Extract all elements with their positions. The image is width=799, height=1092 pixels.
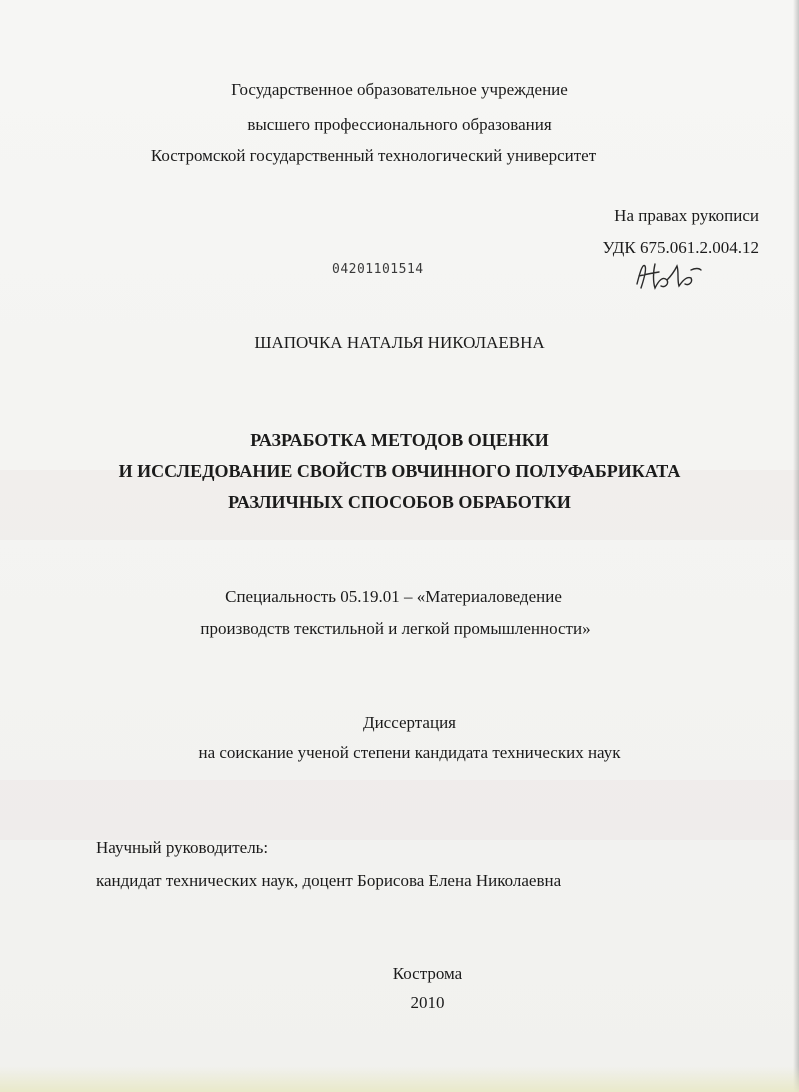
title-line-1: РАЗРАБОТКА МЕТОДОВ ОЦЕНКИ	[250, 430, 549, 450]
dissertation-label: Диссертация	[362, 713, 456, 732]
handwritten-signature	[633, 258, 703, 292]
scan-artifact-band	[0, 780, 799, 840]
supervisor-name: кандидат технических наук, доцент Борисова Елена Николаевна	[96, 871, 562, 890]
author-name: ШАПОЧКА НАТАЛЬЯ НИКОЛАЕВНА	[254, 333, 545, 352]
institution-line-2: высшего профессионального образования	[247, 115, 552, 134]
library-stamp-number: 04201101514	[332, 262, 424, 277]
specialty-line-2: производств текстильной и легкой промышленности»	[200, 619, 591, 638]
institution-line-3: Костромской государственный технологический университет	[150, 146, 597, 165]
title-line-3: РАЗЛИЧНЫХ СПОСОБОВ ОБРАБОТКИ	[228, 492, 571, 512]
year: 2010	[410, 993, 445, 1012]
institution-line-1: Государственное образовательное учреждение	[231, 80, 568, 99]
city: Кострома	[392, 964, 463, 983]
supervisor-label: Научный руководитель:	[96, 838, 269, 857]
udc-code: УДК 675.061.2.004.12	[602, 238, 759, 257]
title-line-2: И ИССЛЕДОВАНИЕ СВОЙСТВ ОВЧИННОГО ПОЛУФАБРИКАТА	[118, 461, 681, 481]
manuscript-rights: На правах рукописи	[614, 206, 759, 225]
specialty-line-1: Специальность 05.19.01 – «Материаловедение	[225, 587, 562, 606]
scan-edge-tint	[0, 1066, 799, 1092]
degree-line: на соискание ученой степени кандидата технических наук	[198, 743, 621, 762]
scan-edge-shadow	[793, 0, 799, 1092]
